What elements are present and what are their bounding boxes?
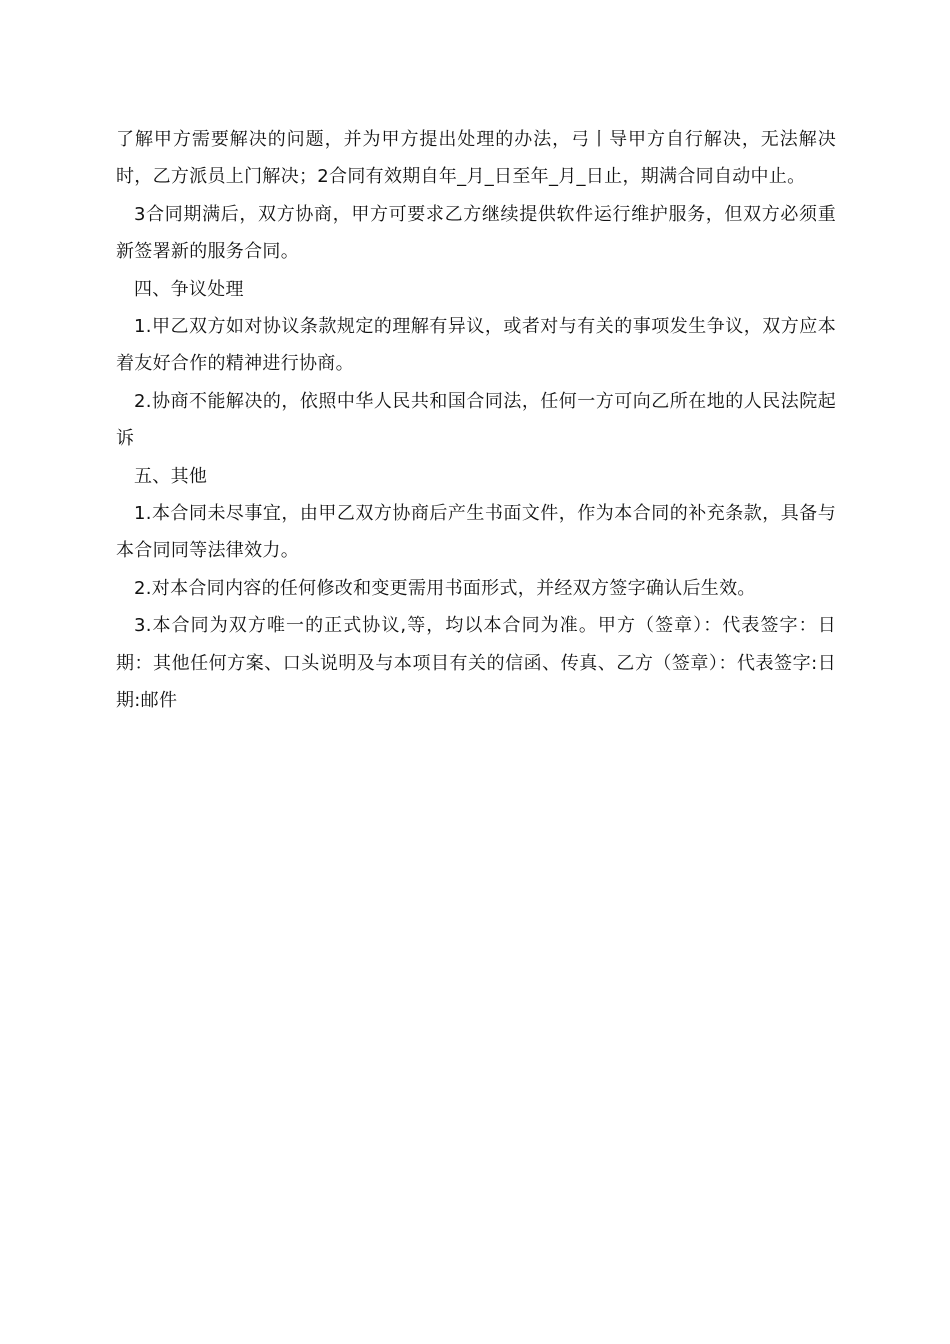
paragraph-other-3-signatures: 3.本合同为双方唯一的正式协议,等，均以本合同为准。甲方（签章）：代表签字：日期：其他任何方案、口头说明及与本项目有关的信函、传真、乙方（签章）：代表签字:日期:邮件: [116, 615, 836, 712]
document-body: [116, 121, 836, 720]
paragraph-dispute-2: 2.协商不能解决的，依照中华人民共和国合同法，任何一方可向乙所在地的人民法院起诉: [116, 390, 836, 450]
paragraph-other-2: 2.对本合同内容的任何修改和变更需用书面形式，并经双方签字确认后生效。: [134, 577, 756, 599]
paragraph-contract-renewal: 3合同期满后，双方协商，甲方可要求乙方继续提供软件运行维护服务，但双方必须重新签署新的服务合同。: [116, 203, 836, 263]
section-heading-dispute: 四、争议处理: [134, 278, 244, 300]
paragraph-other-1: 1.本合同未尽事宜，由甲乙双方协商后产生书面文件，作为本合同的补充条款，具备与本合同同等法律效力。: [116, 503, 836, 562]
paragraph-dispute-1: 1.甲乙双方如对协议条款规定的理解有异议，或者对与有关的事项发生争议，双方应本着友好合作的精神进行协商。: [116, 316, 836, 375]
section-heading-other: 五、其他: [134, 465, 208, 487]
paragraph-service-term: 了解甲方需要解决的问题，并为甲方提出处理的办法，弓丨导甲方自行解决，无法解决时，乙方派员上门解决；2合同有效期自年_月_日至年_月_日止，期满合同自动中止。: [116, 129, 836, 188]
